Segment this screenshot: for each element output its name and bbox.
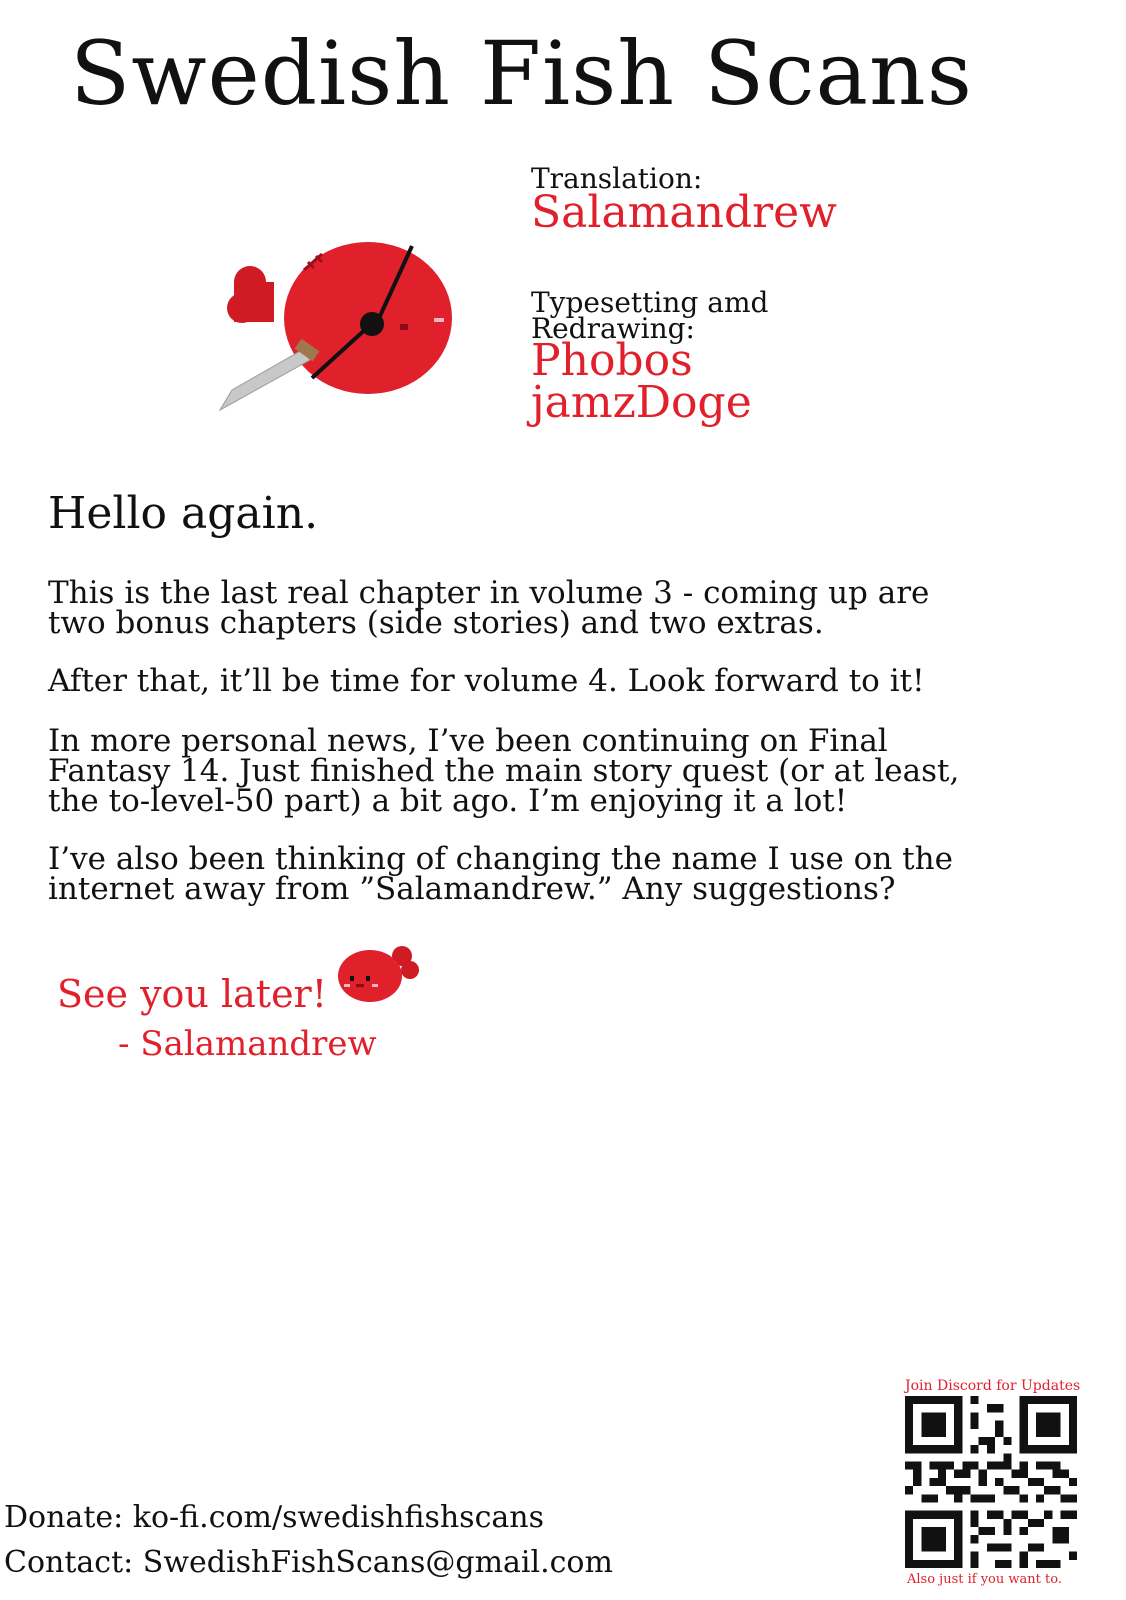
signature: - Salamandrew [118, 1024, 377, 1064]
typesetter-name-1: Phobos [531, 335, 693, 386]
paragraph-line: This is the last real chapter in volume 3 - coming up are [48, 575, 930, 611]
typesetting-label-line2: Redrawing: [531, 312, 695, 345]
contact-email[interactable]: Contact: SwedishFishScans@gmail.com [4, 1545, 613, 1580]
page-title: Swedish Fish Scans [70, 22, 973, 125]
discord-label: Join Discord for Updates [905, 1378, 1081, 1394]
pirate-fish-icon [212, 232, 462, 422]
small-fish-icon [336, 942, 420, 1004]
translation-label: Translation: [531, 162, 703, 195]
paragraph-line: the to-level-50 part) a bit ago. I’m enjoying it a lot! [48, 783, 848, 819]
paragraph-line: two bonus chapters (side stories) and two extras. [48, 605, 824, 641]
typesetter-name-2: jamzDoge [531, 377, 752, 428]
paragraph-3 [48, 723, 1108, 819]
greeting: Hello again. [48, 488, 319, 539]
paragraph-line: Fantasy 14. Just finished the main story quest (or at least, [48, 753, 960, 789]
signoff-text: See you later! [57, 972, 327, 1016]
translator-name: Salamandrew [531, 187, 837, 238]
donate-link[interactable]: Donate: ko-fi.com/swedishfishscans [4, 1500, 544, 1535]
paragraph-line: In more personal news, I’ve been continuing on Final [48, 723, 888, 759]
paragraph-line: I’ve also been thinking of changing the name I use on the [48, 841, 953, 877]
paragraph-line: After that, it’ll be time for volume 4. Look forward to it! [48, 663, 925, 699]
paragraph-1 [48, 575, 1108, 641]
paragraph-line: internet away from ”Salamandrew.” Any suggestions? [48, 871, 896, 907]
qr-footer-note: Also just if you want to. [907, 1572, 1062, 1587]
paragraph-2 [48, 663, 1108, 699]
typesetting-label-line1: Typesetting amd [531, 286, 769, 319]
paragraph-4 [48, 841, 1108, 907]
discord-qr-code[interactable] [905, 1396, 1077, 1568]
